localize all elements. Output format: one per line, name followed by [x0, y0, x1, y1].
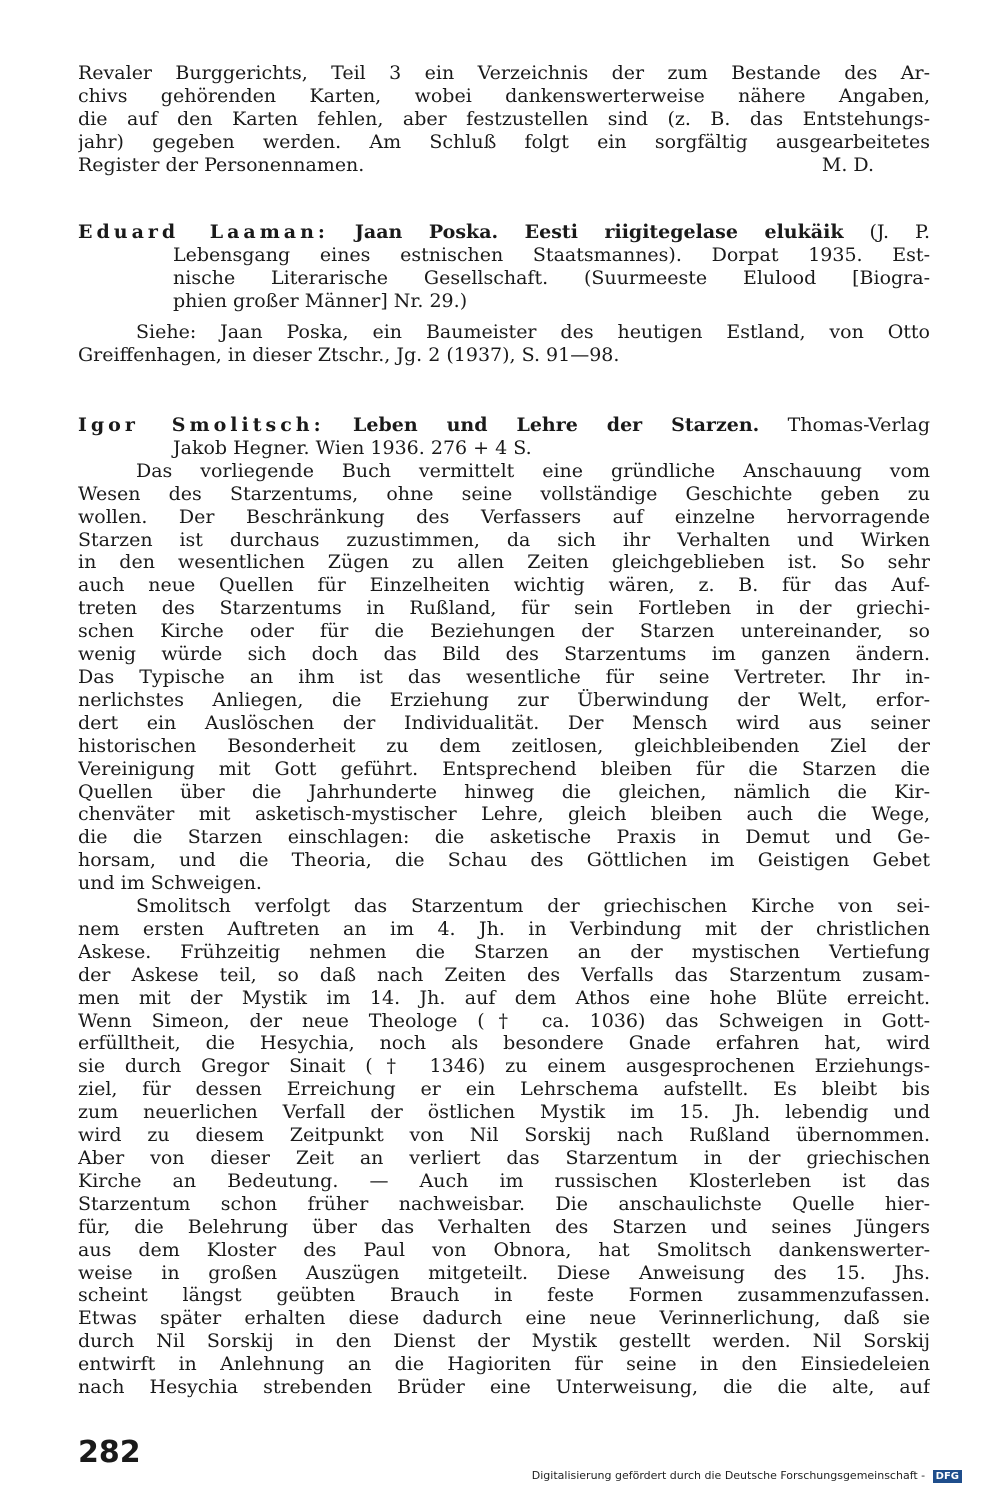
text-line: wenig würde sich doch das Bild des Starzentums im ganzen ändern.	[78, 643, 930, 666]
page-number: 282	[78, 1435, 141, 1470]
text-line: Smolitsch verfolgt das Starzentum der griechischen Kirche von sei-	[136, 895, 930, 918]
text-line: schen Kirche oder für die Beziehungen der Starzen untereinander, so	[78, 620, 930, 643]
text-line	[78, 154, 930, 177]
review-author: Igor Smolitsch:	[78, 414, 325, 436]
text-line: erfülltheit, die Hesychia, noch als besondere Gnade erfahren hat, wird	[78, 1032, 930, 1055]
review-bibliographic-details	[78, 244, 930, 313]
text-line: nach Hesychia strebenden Brüder eine Unterweisung, die die alte, auf	[78, 1376, 930, 1399]
dfg-logo: DFG	[933, 1470, 962, 1483]
text-line: auch neue Quellen für Einzelheiten wichtig wären, z. B. für das Auf-	[78, 574, 930, 597]
text-line: Wenn Simeon, der neue Theologe († ca. 1036) das Schweigen in Gott-	[78, 1009, 930, 1032]
text-line: Starzen ist durchaus zuzustimmen, da sich ihr Verhalten und Wirken	[78, 528, 930, 551]
text-line: jahr) gegeben werden. Am Schluß folgt ein sorgfältig ausgearbeitetes	[78, 130, 930, 153]
text-line: aus dem Kloster des Paul von Obnora, hat Smolitsch dankenswerter-	[78, 1238, 930, 1261]
text-line: Das Typische an ihm ist das wesentliche für seine Vertreter. Ihr in-	[78, 665, 930, 688]
text-line: wollen. Der Beschränkung des Verfassers auf einzelne hervorragende	[78, 505, 930, 528]
text-line: Vereinigung mit Gott geführt. Entsprechend bleiben für die Starzen die	[78, 757, 930, 780]
text-line: und im Schweigen.	[78, 872, 262, 895]
text-line: in den wesentlichen Zügen zu allen Zeiten gleichgeblieben ist. So sehr	[78, 551, 930, 574]
text-line: dert ein Auslöschen der Individualität. Der Mensch wird aus seiner	[78, 711, 930, 734]
text-line: Das vorliegende Buch vermittelt eine gründliche Anschauung vom	[136, 459, 930, 482]
review-title: Leben und Lehre der Starzen.	[353, 414, 760, 436]
text-line: zum neuerlichen Verfall der östlichen Mystik im 15. Jh. lebendig und	[78, 1101, 930, 1124]
text-line: Siehe: Jaan Poska, ein Baumeister des heutigen Estland, von Otto	[136, 320, 930, 343]
credit-text: Digitalisierung gefördert durch die Deutsche Forschungsgemeinschaft -	[531, 1469, 926, 1482]
review-paragraph-2	[78, 895, 930, 1399]
text-line: sie durch Gregor Sinait († 1346) zu einem ausgesprochenen Erziehungs-	[78, 1055, 930, 1078]
review-note	[78, 321, 930, 367]
text-line: treten des Starzentums in Rußland, für sein Fortleben in der griechi-	[78, 597, 930, 620]
review-bibliographic-details: Jakob Hegner. Wien 1936. 276 + 4 S.	[173, 436, 532, 459]
text-line: phien großer Männer] Nr. 29.)	[173, 289, 468, 312]
text-line: Kirche an Bedeutung. — Auch im russischen Klosterleben ist das	[78, 1169, 930, 1192]
text-line: chenväter mit asketisch-mystischer Lehre, gleich bleiben auch die Wege,	[78, 803, 930, 826]
text-line: Quellen über die Jahrhunderte hinweg die gleichen, nämlich die Kir-	[78, 780, 930, 803]
text-line: Greiffenhagen, in dieser Ztschr., Jg. 2 (1937), S. 91—98.	[78, 343, 620, 366]
digitization-credit	[532, 1469, 962, 1483]
text-line: weise in großen Auszügen mitgeteilt. Diese Anweisung des 15. Jhs.	[78, 1261, 930, 1284]
text-line: die auf den Karten fehlen, aber festzustellen sind (z. B. das Entstehungs-	[78, 107, 930, 130]
text-line: Wesen des Starzentums, ohne seine vollständige Geschichte geben zu	[78, 482, 930, 505]
review-title: Jaan Poska. Eesti riigitegelase elukäik	[354, 221, 844, 243]
reviewer-initials: M. D.	[821, 153, 874, 176]
text-line: Lebensgang eines estnischen Staatsmannes). Dorpat 1935. Est-	[173, 243, 930, 266]
review-paragraph-1	[78, 460, 930, 895]
review-heading-rest: (J. P.	[869, 221, 930, 243]
text-line: nerlichstes Anliegen, die Erziehung zur Überwindung der Welt, erfor-	[78, 688, 930, 711]
previous-review-fragment	[78, 62, 930, 177]
text-line: historischen Besonderheit zu dem zeitlosen, gleichbleibenden Ziel der	[78, 734, 930, 757]
text-line-content: Register der Personennamen.	[78, 153, 365, 176]
review-heading-rest: Thomas-Verlag	[787, 414, 930, 436]
text-line: wird zu diesem Zeitpunkt von Nil Sorskij nach Rußland übernommen.	[78, 1124, 930, 1147]
text-line: für, die Belehrung über das Verhalten des Starzen und seines Jüngers	[78, 1215, 930, 1238]
review-smolitsch	[78, 414, 930, 1399]
text-line: scheint längst geübten Brauch in feste Formen zusammenzufassen.	[78, 1284, 930, 1307]
text-line: Starzentum schon früher nachweisbar. Die anschaulichste Quelle hier-	[78, 1192, 930, 1215]
text-line: chivs gehörenden Karten, wobei dankenswerterweise nähere Angaben,	[78, 84, 930, 107]
text-line: horsam, und die Theoria, die Schau des Göttlichen im Geistigen Gebet	[78, 849, 930, 872]
text-line: Askese. Frühzeitig nehmen die Starzen an der mystischen Vertiefung	[78, 940, 930, 963]
text-line: nische Literarische Gesellschaft. (Suurmeeste Elulood [Biogra-	[173, 266, 930, 289]
text-line: durch Nil Sorskij in den Dienst der Mystik gestellt werden. Nil Sorskij	[78, 1330, 930, 1353]
review-author: Eduard Laaman:	[78, 221, 329, 243]
review-heading	[78, 414, 930, 437]
review-heading	[78, 221, 930, 244]
review-laaman	[78, 221, 930, 366]
text-line: men mit der Mystik im 14. Jh. auf dem Athos eine hohe Blüte erreicht.	[78, 986, 930, 1009]
text-line: Etwas später erhalten diese dadurch eine neue Verinnerlichung, daß sie	[78, 1307, 930, 1330]
text-line: ziel, für dessen Erreichung er ein Lehrschema aufstellt. Es bleibt bis	[78, 1078, 930, 1101]
text-line: Revaler Burggerichts, Teil 3 ein Verzeichnis der zum Bestande des Ar-	[78, 62, 930, 84]
text-line: entwirft in Anlehnung an die Hagioriten für seine in den Einsiedeleien	[78, 1353, 930, 1376]
text-line: Aber von dieser Zeit an verliert das Starzentum in der griechischen	[78, 1147, 930, 1169]
text-line: nem ersten Auftreten an im 4. Jh. in Verbindung mit der christlichen	[78, 917, 930, 940]
text-line: der Askese teil, so daß nach Zeiten des Verfalls das Starzentum zusam-	[78, 963, 930, 986]
text-line: die die Starzen einschlagen: die asketische Praxis in Demut und Ge-	[78, 826, 930, 849]
